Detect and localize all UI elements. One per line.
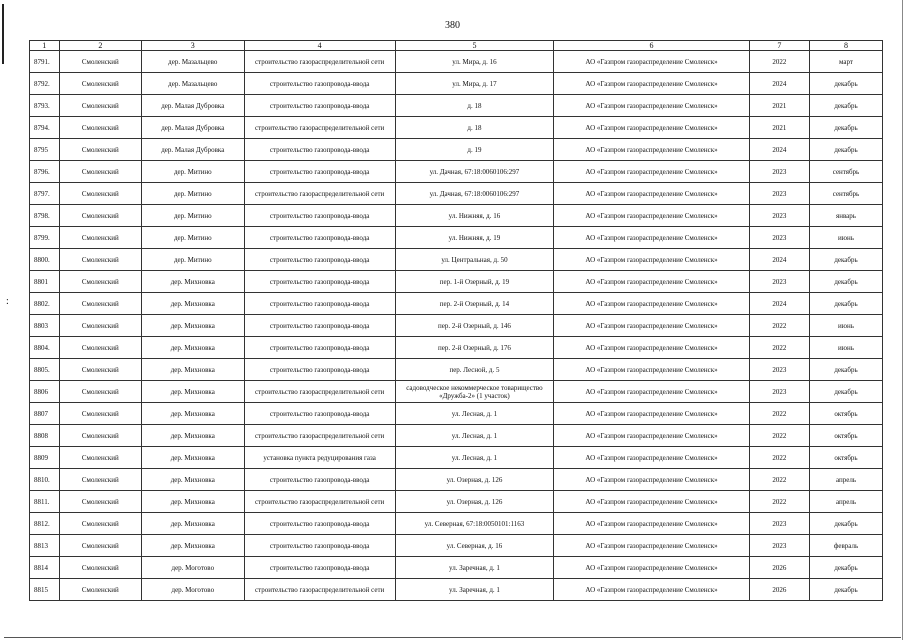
settlement-cell: дер. Михновка xyxy=(142,447,245,469)
work-type-cell: строительство газопровода-ввода xyxy=(244,95,395,117)
district-cell: Смоленский xyxy=(59,337,141,359)
month-cell: март xyxy=(810,51,883,73)
table-body xyxy=(30,51,883,601)
table-row xyxy=(30,293,883,315)
address-cell: ул. Северная, 67:18:0050101:1163 xyxy=(395,513,554,535)
month-cell: январь xyxy=(810,205,883,227)
row-number-cell: 8805. xyxy=(30,359,60,381)
settlement-cell: дер. Митино xyxy=(142,227,245,249)
table-row xyxy=(30,447,883,469)
month-cell: апрель xyxy=(810,469,883,491)
address-cell: ул. Мира, д. 17 xyxy=(395,73,554,95)
row-number-cell: 8791. xyxy=(30,51,60,73)
row-number-cell: 8809 xyxy=(30,447,60,469)
month-cell: февраль xyxy=(810,535,883,557)
row-number-cell: 8808 xyxy=(30,425,60,447)
district-cell: Смоленский xyxy=(59,535,141,557)
row-number-cell: 8813 xyxy=(30,535,60,557)
month-cell: июнь xyxy=(810,337,883,359)
district-cell: Смоленский xyxy=(59,579,141,601)
address-cell: ул. Лесная, д. 1 xyxy=(395,403,554,425)
year-cell: 2022 xyxy=(749,491,809,513)
organization-cell: АО «Газпром газораспределение Смоленск» xyxy=(554,425,750,447)
address-cell: пер. 2-й Озерный, д. 146 xyxy=(395,315,554,337)
settlement-cell: дер. Малая Дубровка xyxy=(142,95,245,117)
month-cell: апрель xyxy=(810,491,883,513)
year-cell: 2023 xyxy=(749,161,809,183)
work-type-cell: строительство газопровода-ввода xyxy=(244,249,395,271)
address-cell: ул. Мира, д. 16 xyxy=(395,51,554,73)
settlement-cell: дер. Михновка xyxy=(142,337,245,359)
table-row xyxy=(30,73,883,95)
gasification-table xyxy=(29,40,883,601)
year-cell: 2026 xyxy=(749,557,809,579)
district-cell: Смоленский xyxy=(59,161,141,183)
work-type-cell: строительство газопровода-ввода xyxy=(244,469,395,491)
page-number: 380 xyxy=(445,20,460,31)
row-number-cell: 8814 xyxy=(30,557,60,579)
table-row xyxy=(30,51,883,73)
district-cell: Смоленский xyxy=(59,271,141,293)
organization-cell: АО «Газпром газораспределение Смоленск» xyxy=(554,51,750,73)
row-number-cell: 8811. xyxy=(30,491,60,513)
district-cell: Смоленский xyxy=(59,205,141,227)
month-cell: сентябрь xyxy=(810,183,883,205)
organization-cell: АО «Газпром газораспределение Смоленск» xyxy=(554,557,750,579)
organization-cell: АО «Газпром газораспределение Смоленск» xyxy=(554,535,750,557)
work-type-cell: строительство газораспределительной сети xyxy=(244,579,395,601)
column-number: 6 xyxy=(554,41,750,51)
table-row xyxy=(30,249,883,271)
organization-cell: АО «Газпром газораспределение Смоленск» xyxy=(554,381,750,403)
work-type-cell: строительство газопровода-ввода xyxy=(244,293,395,315)
row-number-cell: 8799. xyxy=(30,227,60,249)
address-cell: ул. Заречная, д. 1 xyxy=(395,579,554,601)
organization-cell: АО «Газпром газораспределение Смоленск» xyxy=(554,469,750,491)
work-type-cell: установка пункта редуцирования газа xyxy=(244,447,395,469)
address-cell: ул. Северная, д. 16 xyxy=(395,535,554,557)
row-number-cell: 8793. xyxy=(30,95,60,117)
settlement-cell: дер. Михновка xyxy=(142,315,245,337)
organization-cell: АО «Газпром газораспределение Смоленск» xyxy=(554,491,750,513)
settlement-cell: дер. Митино xyxy=(142,205,245,227)
year-cell: 2026 xyxy=(749,579,809,601)
settlement-cell: дер. Михновка xyxy=(142,271,245,293)
settlement-cell: дер. Мазальцево xyxy=(142,51,245,73)
month-cell: декабрь xyxy=(810,95,883,117)
address-cell: пер. Лесной, д. 5 xyxy=(395,359,554,381)
settlement-cell: дер. Малая Дубровка xyxy=(142,117,245,139)
row-number-cell: 8800. xyxy=(30,249,60,271)
district-cell: Смоленский xyxy=(59,73,141,95)
district-cell: Смоленский xyxy=(59,117,141,139)
address-cell: ул. Дачная, 67:18:0060106:297 xyxy=(395,183,554,205)
district-cell: Смоленский xyxy=(59,139,141,161)
row-number-cell: 8795 xyxy=(30,139,60,161)
column-number: 7 xyxy=(749,41,809,51)
month-cell: декабрь xyxy=(810,73,883,95)
organization-cell: АО «Газпром газораспределение Смоленск» xyxy=(554,73,750,95)
table-row xyxy=(30,359,883,381)
district-cell: Смоленский xyxy=(59,293,141,315)
address-cell: пер. 1-й Озерный, д. 19 xyxy=(395,271,554,293)
district-cell: Смоленский xyxy=(59,249,141,271)
work-type-cell: строительство газораспределительной сети xyxy=(244,491,395,513)
work-type-cell: строительство газораспределительной сети xyxy=(244,117,395,139)
month-cell: декабрь xyxy=(810,271,883,293)
work-type-cell: строительство газопровода-ввода xyxy=(244,139,395,161)
address-cell: ул. Озерная, д. 126 xyxy=(395,491,554,513)
row-number-cell: 8797. xyxy=(30,183,60,205)
organization-cell: АО «Газпром газораспределение Смоленск» xyxy=(554,513,750,535)
settlement-cell: дер. Митино xyxy=(142,161,245,183)
column-number: 2 xyxy=(59,41,141,51)
margin-mark: : xyxy=(6,296,9,307)
year-cell: 2024 xyxy=(749,293,809,315)
row-number-cell: 8807 xyxy=(30,403,60,425)
year-cell: 2024 xyxy=(749,249,809,271)
column-number: 8 xyxy=(810,41,883,51)
table-row xyxy=(30,337,883,359)
row-number-cell: 8806 xyxy=(30,381,60,403)
settlement-cell: дер. Михновка xyxy=(142,425,245,447)
year-cell: 2021 xyxy=(749,95,809,117)
month-cell: декабрь xyxy=(810,249,883,271)
row-number-cell: 8804. xyxy=(30,337,60,359)
month-cell: декабрь xyxy=(810,117,883,139)
settlement-cell: дер. Митино xyxy=(142,183,245,205)
organization-cell: АО «Газпром газораспределение Смоленск» xyxy=(554,337,750,359)
row-number-cell: 8803 xyxy=(30,315,60,337)
column-number: 1 xyxy=(30,41,60,51)
table-row xyxy=(30,381,883,403)
organization-cell: АО «Газпром газораспределение Смоленск» xyxy=(554,161,750,183)
page-bottom-edge xyxy=(4,637,901,638)
column-number: 4 xyxy=(244,41,395,51)
work-type-cell: строительство газопровода-ввода xyxy=(244,535,395,557)
address-cell: д. 18 xyxy=(395,117,554,139)
month-cell: октябрь xyxy=(810,425,883,447)
district-cell: Смоленский xyxy=(59,403,141,425)
district-cell: Смоленский xyxy=(59,51,141,73)
work-type-cell: строительство газораспределительной сети xyxy=(244,381,395,403)
month-cell: октябрь xyxy=(810,403,883,425)
month-cell: сентябрь xyxy=(810,161,883,183)
settlement-cell: дер. Моготово xyxy=(142,579,245,601)
row-number-cell: 8798. xyxy=(30,205,60,227)
month-cell: декабрь xyxy=(810,579,883,601)
table-row xyxy=(30,271,883,293)
year-cell: 2024 xyxy=(749,139,809,161)
organization-cell: АО «Газпром газораспределение Смоленск» xyxy=(554,579,750,601)
year-cell: 2021 xyxy=(749,117,809,139)
table-row xyxy=(30,183,883,205)
year-cell: 2022 xyxy=(749,51,809,73)
organization-cell: АО «Газпром газораспределение Смоленск» xyxy=(554,249,750,271)
month-cell: декабрь xyxy=(810,513,883,535)
address-cell: ул. Нижняя, д. 19 xyxy=(395,227,554,249)
table-row xyxy=(30,227,883,249)
year-cell: 2023 xyxy=(749,513,809,535)
district-cell: Смоленский xyxy=(59,183,141,205)
table-row xyxy=(30,139,883,161)
page-edge xyxy=(902,0,903,640)
work-type-cell: строительство газопровода-ввода xyxy=(244,315,395,337)
address-cell: ул. Озерная, д. 126 xyxy=(395,469,554,491)
month-cell: декабрь xyxy=(810,293,883,315)
settlement-cell: дер. Митино xyxy=(142,249,245,271)
settlement-cell: дер. Михновка xyxy=(142,469,245,491)
table-row xyxy=(30,557,883,579)
district-cell: Смоленский xyxy=(59,447,141,469)
settlement-cell: дер. Михновка xyxy=(142,513,245,535)
table-row xyxy=(30,425,883,447)
address-cell: д. 19 xyxy=(395,139,554,161)
table-row xyxy=(30,469,883,491)
work-type-cell: строительство газопровода-ввода xyxy=(244,205,395,227)
work-type-cell: строительство газопровода-ввода xyxy=(244,161,395,183)
row-number-cell: 8796. xyxy=(30,161,60,183)
column-number-row xyxy=(30,41,883,51)
settlement-cell: дер. Михновка xyxy=(142,491,245,513)
work-type-cell: строительство газопровода-ввода xyxy=(244,271,395,293)
table-row xyxy=(30,491,883,513)
month-cell: декабрь xyxy=(810,557,883,579)
year-cell: 2022 xyxy=(749,425,809,447)
year-cell: 2023 xyxy=(749,227,809,249)
scan-edge-mark xyxy=(2,4,4,64)
row-number-cell: 8794. xyxy=(30,117,60,139)
district-cell: Смоленский xyxy=(59,425,141,447)
work-type-cell: строительство газораспределительной сети xyxy=(244,425,395,447)
year-cell: 2023 xyxy=(749,359,809,381)
work-type-cell: строительство газопровода-ввода xyxy=(244,403,395,425)
row-number-cell: 8812. xyxy=(30,513,60,535)
organization-cell: АО «Газпром газораспределение Смоленск» xyxy=(554,293,750,315)
row-number-cell: 8815 xyxy=(30,579,60,601)
table-row xyxy=(30,579,883,601)
table-row xyxy=(30,315,883,337)
year-cell: 2023 xyxy=(749,205,809,227)
district-cell: Смоленский xyxy=(59,381,141,403)
work-type-cell: строительство газопровода-ввода xyxy=(244,513,395,535)
row-number-cell: 8801 xyxy=(30,271,60,293)
month-cell: июнь xyxy=(810,315,883,337)
row-number-cell: 8792. xyxy=(30,73,60,95)
year-cell: 2022 xyxy=(749,447,809,469)
settlement-cell: дер. Михновка xyxy=(142,359,245,381)
column-number: 3 xyxy=(142,41,245,51)
organization-cell: АО «Газпром газораспределение Смоленск» xyxy=(554,447,750,469)
organization-cell: АО «Газпром газораспределение Смоленск» xyxy=(554,403,750,425)
column-number: 5 xyxy=(395,41,554,51)
address-cell: д. 18 xyxy=(395,95,554,117)
organization-cell: АО «Газпром газораспределение Смоленск» xyxy=(554,271,750,293)
work-type-cell: строительство газопровода-ввода xyxy=(244,337,395,359)
organization-cell: АО «Газпром газораспределение Смоленск» xyxy=(554,95,750,117)
work-type-cell: строительство газораспределительной сети xyxy=(244,51,395,73)
address-cell: ул. Дачная, 67:18:0060106:297 xyxy=(395,161,554,183)
table-row xyxy=(30,161,883,183)
district-cell: Смоленский xyxy=(59,95,141,117)
settlement-cell: дер. Мазальцево xyxy=(142,73,245,95)
work-type-cell: строительство газопровода-ввода xyxy=(244,73,395,95)
district-cell: Смоленский xyxy=(59,469,141,491)
address-cell: ул. Центральная, д. 50 xyxy=(395,249,554,271)
settlement-cell: дер. Михновка xyxy=(142,293,245,315)
table-row xyxy=(30,403,883,425)
table-row xyxy=(30,535,883,557)
address-cell: ул. Заречная, д. 1 xyxy=(395,557,554,579)
address-cell: садоводческое некоммерческое товарищество «Дружба-2» (1 участок) xyxy=(395,381,554,403)
month-cell: декабрь xyxy=(810,139,883,161)
organization-cell: АО «Газпром газораспределение Смоленск» xyxy=(554,315,750,337)
organization-cell: АО «Газпром газораспределение Смоленск» xyxy=(554,139,750,161)
row-number-cell: 8802. xyxy=(30,293,60,315)
year-cell: 2022 xyxy=(749,469,809,491)
district-cell: Смоленский xyxy=(59,557,141,579)
district-cell: Смоленский xyxy=(59,491,141,513)
work-type-cell: строительство газопровода-ввода xyxy=(244,557,395,579)
year-cell: 2023 xyxy=(749,381,809,403)
year-cell: 2023 xyxy=(749,183,809,205)
address-cell: ул. Лесная, д. 1 xyxy=(395,447,554,469)
table-row xyxy=(30,205,883,227)
organization-cell: АО «Газпром газораспределение Смоленск» xyxy=(554,359,750,381)
organization-cell: АО «Газпром газораспределение Смоленск» xyxy=(554,183,750,205)
month-cell: декабрь xyxy=(810,381,883,403)
month-cell: июнь xyxy=(810,227,883,249)
year-cell: 2024 xyxy=(749,73,809,95)
row-number-cell: 8810. xyxy=(30,469,60,491)
settlement-cell: дер. Моготово xyxy=(142,557,245,579)
settlement-cell: дер. Михновка xyxy=(142,381,245,403)
month-cell: октябрь xyxy=(810,447,883,469)
work-type-cell: строительство газораспределительной сети xyxy=(244,183,395,205)
address-cell: ул. Нижняя, д. 16 xyxy=(395,205,554,227)
month-cell: декабрь xyxy=(810,359,883,381)
organization-cell: АО «Газпром газораспределение Смоленск» xyxy=(554,117,750,139)
work-type-cell: строительство газопровода-ввода xyxy=(244,359,395,381)
year-cell: 2023 xyxy=(749,535,809,557)
year-cell: 2022 xyxy=(749,403,809,425)
table-row xyxy=(30,95,883,117)
table-row xyxy=(30,117,883,139)
address-cell: пер. 2-й Озерный, д. 176 xyxy=(395,337,554,359)
organization-cell: АО «Газпром газораспределение Смоленск» xyxy=(554,205,750,227)
settlement-cell: дер. Малая Дубровка xyxy=(142,139,245,161)
address-cell: ул. Лесная, д. 1 xyxy=(395,425,554,447)
address-cell: пер. 2-й Озерный, д. 14 xyxy=(395,293,554,315)
district-cell: Смоленский xyxy=(59,315,141,337)
settlement-cell: дер. Михновка xyxy=(142,535,245,557)
district-cell: Смоленский xyxy=(59,513,141,535)
year-cell: 2022 xyxy=(749,337,809,359)
table-row xyxy=(30,513,883,535)
district-cell: Смоленский xyxy=(59,227,141,249)
organization-cell: АО «Газпром газораспределение Смоленск» xyxy=(554,227,750,249)
year-cell: 2022 xyxy=(749,315,809,337)
work-type-cell: строительство газопровода-ввода xyxy=(244,227,395,249)
district-cell: Смоленский xyxy=(59,359,141,381)
settlement-cell: дер. Михновка xyxy=(142,403,245,425)
year-cell: 2023 xyxy=(749,271,809,293)
